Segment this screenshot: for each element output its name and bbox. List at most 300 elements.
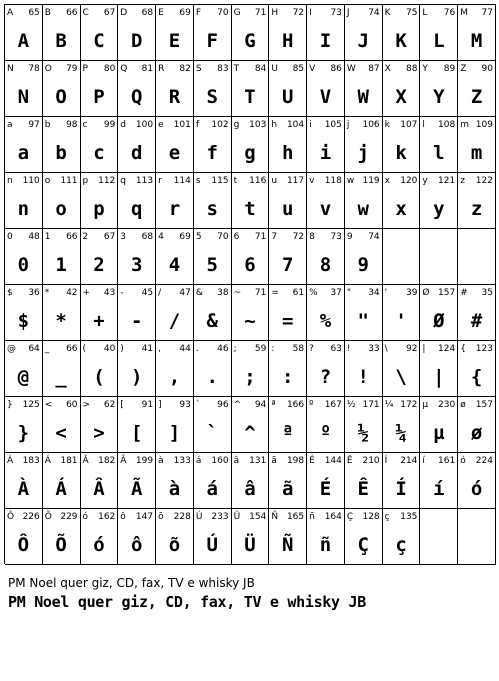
cell-char: ñ: [309, 512, 315, 522]
cell-code: 36: [28, 288, 40, 298]
glyph-cell: [5, 341, 43, 397]
cell-code: 67: [103, 8, 116, 18]
cell-glyph: Â: [93, 478, 105, 500]
cell-char: O: [44, 64, 52, 74]
cell-label: [45, 119, 78, 131]
cell-label: [120, 399, 153, 411]
cell-glyph: ?: [319, 366, 332, 388]
cell-glyph: µ: [433, 422, 445, 444]
glyph-cell: [194, 397, 232, 453]
cell-glyph: J: [357, 30, 369, 52]
cell-char: b: [44, 120, 51, 130]
cell-char: Ç: [346, 512, 354, 522]
cell-glyph: ^: [244, 422, 256, 444]
cell-code: 42: [66, 288, 78, 298]
glyph-cell: [156, 229, 194, 285]
cell-glyph: H: [282, 30, 294, 52]
cell-char: À: [7, 456, 14, 466]
cell-label: [158, 175, 191, 187]
cell-glyph: s: [206, 198, 218, 220]
glyph-cell: [345, 341, 383, 397]
cell-label: [385, 7, 418, 19]
cell-char: Í: [384, 456, 388, 466]
cell-glyph: :: [282, 366, 294, 388]
cell-label: [120, 7, 153, 19]
glyph-cell: [194, 453, 232, 509]
glyph-cell: [269, 285, 307, 341]
cell-label: [158, 511, 191, 523]
cell-char: p: [82, 176, 89, 186]
cell-char: }: [7, 400, 13, 410]
cell-label: [422, 343, 455, 355]
cell-glyph: -: [130, 310, 143, 332]
glyph-cell: [269, 117, 307, 173]
cell-label: [196, 287, 229, 299]
cell-char: X: [384, 64, 391, 74]
cell-label: [234, 399, 267, 411]
cell-code: 65: [28, 8, 40, 18]
cell-char: n: [7, 176, 13, 186]
glyph-cell: [118, 341, 156, 397]
cell-char: à: [158, 456, 164, 466]
cell-label: [158, 455, 191, 467]
cell-glyph: (: [93, 366, 105, 388]
cell-code: 39: [405, 288, 418, 298]
cell-glyph: E: [168, 30, 181, 52]
cell-code: 118: [324, 176, 342, 186]
cell-code: 61: [292, 288, 305, 298]
cell-label: [7, 231, 40, 243]
cell-char: |: [422, 344, 426, 354]
cell-label: [309, 231, 342, 243]
glyph-cell: [307, 117, 345, 173]
cell-char: .: [195, 344, 199, 354]
cell-label: [385, 399, 418, 411]
glyph-cell: [458, 173, 496, 229]
cell-code: 34: [368, 288, 380, 298]
cell-code: 79: [66, 64, 78, 74]
cell-code: 172: [400, 400, 418, 410]
glyph-cell: [156, 173, 194, 229]
cell-glyph: i: [319, 142, 332, 164]
cell-char: ;: [233, 344, 237, 354]
cell-glyph: p: [93, 198, 105, 220]
glyph-cell: [383, 173, 421, 229]
cell-code: 226: [22, 512, 40, 522]
cell-code: 99: [103, 120, 116, 130]
cell-glyph: x: [395, 198, 407, 220]
cell-char: í: [422, 456, 425, 466]
glyph-cell: [458, 285, 496, 341]
cell-char: 6: [233, 232, 240, 242]
cell-code: 102: [211, 120, 229, 130]
cell-char: Y: [422, 64, 428, 74]
glyph-cell: [232, 5, 270, 61]
cell-code: 66: [66, 8, 78, 18]
glyph-cell: [118, 285, 156, 341]
cell-glyph: w: [357, 198, 369, 220]
cell-label: [347, 511, 380, 523]
cell-code: 69: [179, 8, 191, 18]
cell-code: 73: [330, 8, 342, 18]
cell-code: 91: [141, 400, 154, 410]
glyph-cell: [5, 61, 43, 117]
glyph-cell: [81, 61, 119, 117]
cell-char: Q: [120, 64, 128, 74]
glyph-cell: [458, 5, 496, 61]
cell-glyph: í: [433, 478, 445, 500]
cell-code: 165: [286, 512, 305, 522]
cell-char: I: [309, 8, 312, 18]
cell-glyph: 4: [168, 254, 181, 276]
glyph-cell: [232, 173, 270, 229]
glyph-cell: [345, 229, 383, 285]
cell-char: ?: [309, 344, 314, 354]
cell-glyph: 9: [357, 254, 369, 276]
cell-char: 3: [120, 232, 127, 242]
cell-code: 87: [368, 64, 380, 74]
cell-glyph: U: [282, 86, 294, 108]
cell-glyph: o: [55, 198, 67, 220]
cell-glyph: G: [244, 30, 256, 52]
cell-code: 214: [400, 456, 418, 466]
cell-label: [271, 119, 304, 131]
cell-glyph: I: [319, 30, 332, 52]
cell-label: [158, 231, 191, 243]
glyph-cell: [420, 173, 458, 229]
cell-glyph: ¼: [395, 422, 407, 444]
cell-char: c: [82, 120, 88, 130]
glyph-cell: [420, 397, 458, 453]
cell-label: [196, 455, 229, 467]
cell-label: [196, 343, 229, 355]
cell-glyph: Ú: [206, 534, 218, 556]
cell-code: 157: [475, 400, 493, 410]
cell-label: [196, 399, 229, 411]
cell-label: [7, 119, 40, 131]
cell-char: &: [195, 288, 203, 298]
cell-label: [271, 231, 304, 243]
cell-code: 71: [254, 8, 267, 18]
cell-glyph: Ê: [357, 478, 369, 500]
glyph-cell: [156, 341, 194, 397]
cell-glyph: W: [357, 86, 369, 108]
glyph-cell: [118, 509, 156, 565]
grid-row: [5, 117, 496, 173]
glyph-cell: [383, 453, 421, 509]
cell-glyph: q: [130, 198, 143, 220]
cell-label: [45, 7, 78, 19]
cell-label: [120, 511, 153, 523]
cell-code: 112: [98, 176, 116, 186]
cell-glyph: 6: [244, 254, 256, 276]
cell-label: [83, 287, 116, 299]
cell-glyph: Ü: [244, 534, 256, 556]
glyph-cell: [307, 229, 345, 285]
cell-label: [271, 175, 304, 187]
cell-code: 104: [286, 120, 305, 130]
cell-char: h: [271, 120, 278, 130]
cell-glyph: 5: [206, 254, 218, 276]
cell-char: 7: [271, 232, 278, 242]
cell-code: 88: [405, 64, 418, 74]
cell-char: w: [346, 176, 355, 186]
cell-label: [120, 119, 153, 131]
grid-row: [5, 509, 496, 565]
cell-label: [309, 63, 342, 75]
glyph-cell: [81, 509, 119, 565]
cell-label: [83, 455, 116, 467]
cell-glyph: }: [17, 422, 30, 444]
cell-label: [234, 287, 267, 299]
glyph-cell: [345, 117, 383, 173]
cell-glyph: y: [433, 198, 445, 220]
cell-code: 47: [179, 288, 191, 298]
cell-code: 35: [481, 288, 493, 298]
cell-label: [234, 175, 267, 187]
cell-char: o: [44, 176, 51, 186]
cell-code: 66: [66, 232, 78, 242]
cell-char: m: [460, 120, 469, 130]
cell-glyph: â: [244, 478, 256, 500]
cell-label: [45, 399, 78, 411]
cell-glyph: ó: [93, 534, 105, 556]
grid-row: [5, 453, 496, 509]
glyph-cell: [81, 341, 119, 397]
cell-label: [45, 343, 78, 355]
cell-code: 74: [368, 8, 380, 18]
glyph-cell: [194, 229, 232, 285]
cell-code: 167: [324, 400, 342, 410]
cell-glyph: l: [433, 142, 445, 164]
cell-glyph: Á: [55, 478, 67, 500]
cell-label: [158, 399, 191, 411]
grid-row: [5, 285, 496, 341]
cell-glyph: {: [470, 366, 483, 388]
cell-char: /: [158, 288, 162, 298]
cell-code: 210: [362, 456, 380, 466]
cell-glyph: Ô: [17, 534, 30, 556]
cell-glyph: ;: [244, 366, 256, 388]
cell-char: 0: [7, 232, 13, 242]
glyph-cell: [269, 509, 307, 565]
cell-code: 70: [217, 8, 229, 18]
cell-char: ¼: [384, 400, 394, 410]
cell-code: 103: [249, 120, 267, 130]
cell-char: 5: [195, 232, 202, 242]
glyph-cell: [269, 453, 307, 509]
cell-glyph: ª: [282, 422, 294, 444]
cell-glyph: j: [357, 142, 369, 164]
cell-glyph: ": [357, 310, 369, 332]
cell-glyph: %: [319, 310, 332, 332]
cell-char: Ñ: [271, 512, 279, 522]
glyph-cell: [383, 397, 421, 453]
cell-char: e: [158, 120, 164, 130]
glyph-cell: [269, 229, 307, 285]
cell-char: ª: [271, 400, 276, 410]
cell-glyph: &: [206, 310, 218, 332]
cell-glyph: t: [244, 198, 256, 220]
glyph-cell: [118, 453, 156, 509]
cell-label: [196, 63, 229, 75]
cell-glyph: 3: [130, 254, 143, 276]
cell-glyph: Õ: [55, 534, 67, 556]
glyph-cell: [5, 229, 43, 285]
cell-code: 45: [141, 288, 154, 298]
cell-glyph: X: [395, 86, 407, 108]
cell-label: [234, 7, 267, 19]
glyph-cell: [458, 397, 496, 453]
cell-glyph: [: [130, 422, 143, 444]
cell-glyph: A: [17, 30, 30, 52]
cell-label: [196, 175, 229, 187]
cell-label: [347, 63, 380, 75]
cell-label: [158, 119, 191, 131]
cell-label: [422, 399, 455, 411]
cell-code: 98: [66, 120, 78, 130]
cell-char: Õ: [44, 512, 52, 522]
cell-code: 73: [330, 232, 342, 242]
cell-glyph: |: [433, 366, 445, 388]
cell-label: [271, 63, 304, 75]
cell-label: [45, 63, 78, 75]
cell-code: 97: [28, 120, 40, 130]
cell-glyph: #: [470, 310, 483, 332]
grid-row: [5, 397, 496, 453]
cell-glyph: =: [282, 310, 294, 332]
glyph-cell: [383, 285, 421, 341]
cell-code: 116: [249, 176, 267, 186]
cell-char: 4: [158, 232, 164, 242]
cell-label: [196, 119, 229, 131]
cell-glyph: _: [55, 366, 67, 388]
cell-code: 100: [135, 120, 154, 130]
cell-char: -: [120, 288, 124, 298]
cell-char: D: [120, 8, 128, 18]
glyph-cell: [345, 509, 383, 565]
glyph-cell: [118, 173, 156, 229]
cell-glyph: <: [55, 422, 67, 444]
cell-label: [45, 455, 78, 467]
cell-char: \: [384, 344, 388, 354]
glyph-cell: [269, 5, 307, 61]
cell-label: [83, 7, 116, 19]
cell-label: [7, 287, 40, 299]
cell-glyph: z: [470, 198, 483, 220]
cell-label: [158, 343, 191, 355]
cell-char: V: [309, 64, 316, 74]
glyph-cell: [118, 117, 156, 173]
cell-char: 9: [346, 232, 353, 242]
cell-label: [460, 343, 493, 355]
cell-code: 62: [103, 400, 116, 410]
glyph-cell: [194, 173, 232, 229]
cell-char: =: [271, 288, 279, 298]
cell-glyph: d: [130, 142, 143, 164]
cell-code: 228: [173, 512, 191, 522]
cell-code: 92: [405, 344, 418, 354]
cell-code: 198: [286, 456, 305, 466]
cell-label: [120, 287, 153, 299]
character-map-grid: [4, 4, 496, 564]
cell-code: 43: [103, 288, 116, 298]
glyph-cell: [43, 509, 81, 565]
glyph-cell: [118, 5, 156, 61]
cell-label: [385, 119, 418, 131]
cell-code: 77: [481, 8, 493, 18]
cell-label: [7, 63, 40, 75]
cell-label: [120, 231, 153, 243]
cell-glyph: k: [395, 142, 407, 164]
glyph-cell: [345, 285, 383, 341]
cell-code: 58: [292, 344, 305, 354]
cell-label: [120, 343, 153, 355]
cell-label: [271, 343, 304, 355]
glyph-cell: [81, 453, 119, 509]
grid-row: [5, 5, 496, 61]
cell-char: ': [384, 288, 388, 298]
cell-char: K: [384, 8, 391, 18]
cell-code: 181: [60, 456, 78, 466]
cell-label: [234, 119, 267, 131]
glyph-cell: [232, 341, 270, 397]
cell-char: ): [120, 344, 124, 354]
cell-glyph: .: [206, 366, 218, 388]
glyph-cell: [5, 173, 43, 229]
glyph-cell: [269, 397, 307, 453]
cell-code: 120: [400, 176, 418, 186]
glyph-cell: [194, 341, 232, 397]
cell-code: 41: [141, 344, 154, 354]
cell-glyph: Í: [395, 478, 407, 500]
cell-glyph: Y: [433, 86, 445, 108]
cell-code: 72: [292, 8, 305, 18]
cell-label: [385, 175, 418, 187]
cell-label: [196, 511, 229, 523]
cell-code: 119: [362, 176, 380, 186]
cell-char: ": [346, 288, 352, 298]
cell-char: ç: [384, 512, 390, 522]
cell-glyph: D: [130, 30, 143, 52]
cell-code: 154: [249, 512, 267, 522]
glyph-cell: [43, 229, 81, 285]
cell-glyph: C: [93, 30, 105, 52]
cell-char: F: [195, 8, 202, 18]
cell-glyph: Ø: [433, 310, 445, 332]
cell-label: [385, 455, 418, 467]
cell-label: [460, 119, 493, 131]
cell-glyph: 8: [319, 254, 332, 276]
cell-code: 46: [217, 344, 229, 354]
cell-glyph: á: [206, 478, 218, 500]
cell-label: [271, 7, 304, 19]
cell-label: [347, 399, 380, 411]
glyph-cell: [156, 61, 194, 117]
cell-char: a: [7, 120, 13, 130]
cell-glyph: V: [319, 86, 332, 108]
glyph-cell: [5, 453, 43, 509]
cell-char: y: [422, 176, 428, 186]
cell-char: ]: [158, 400, 162, 410]
cell-char: ø: [460, 400, 466, 410]
cell-char: t: [233, 176, 238, 186]
sample-text-plain: PM Noel quer giz, CD, fax, TV e whisky JB: [8, 576, 255, 590]
cell-char: J: [346, 8, 350, 18]
cell-label: [309, 119, 342, 131]
glyph-cell: [118, 229, 156, 285]
cell-label: [158, 63, 191, 75]
